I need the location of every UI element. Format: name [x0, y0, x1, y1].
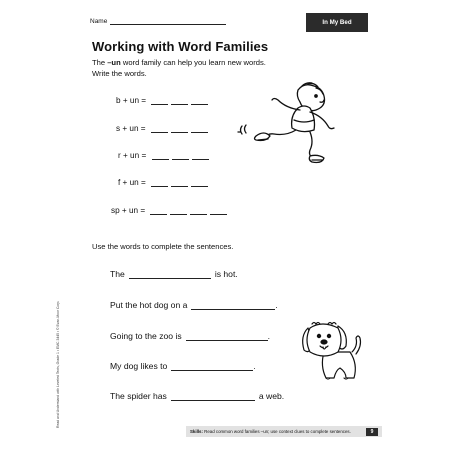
equation-expr: f + un = [118, 178, 149, 187]
equation-row [111, 206, 227, 215]
equation-row [116, 124, 208, 133]
name-field [90, 18, 226, 25]
name-label: Name [90, 18, 108, 25]
story-tab: In My Bed [306, 13, 368, 32]
word-family: –un [107, 58, 121, 67]
equation-expr: r + un = [118, 151, 149, 160]
answer-blank[interactable] [151, 125, 168, 133]
equation-row [116, 96, 208, 105]
answer-blank[interactable] [151, 179, 168, 187]
answer-blank[interactable] [191, 125, 208, 133]
answer-blank[interactable] [171, 179, 188, 187]
sidebar-copyright: Read and Understand with Leveled Texts, Grade 1 • EMC 3445 • © Evan-Moor Corp. [56, 300, 60, 428]
answer-blank[interactable] [210, 207, 227, 215]
sentence-blank[interactable] [171, 392, 255, 401]
sentence-row: Going to the zoo is . [110, 331, 271, 341]
sentence-row: Put the hot dog on a . [110, 300, 278, 310]
page-title: Working with Word Families [92, 39, 269, 54]
answer-blank[interactable] [150, 207, 167, 215]
skills-footer [186, 426, 382, 437]
answer-blank[interactable] [192, 152, 209, 160]
equation-expr: sp + un = [111, 206, 148, 215]
sentence-row: The is hot. [110, 269, 238, 279]
equation-row [118, 178, 208, 187]
answer-blank[interactable] [151, 97, 168, 105]
sentence-row: The spider has a web. [110, 391, 285, 401]
name-line [110, 18, 226, 25]
answer-blank[interactable] [191, 179, 208, 187]
running-child-illustration [236, 80, 346, 168]
answer-blank[interactable] [152, 152, 169, 160]
answer-blank[interactable] [190, 207, 207, 215]
skills-label: Skills: [190, 429, 203, 434]
answer-blank[interactable] [171, 125, 188, 133]
intro-line-2: Write the words. [92, 68, 147, 78]
answer-blank[interactable] [170, 207, 187, 215]
intro-text [92, 58, 266, 79]
answer-blank[interactable] [172, 152, 189, 160]
sentence-row: My dog likes to . [110, 361, 256, 371]
sentence-blank[interactable] [186, 332, 268, 341]
answer-blank[interactable] [191, 97, 208, 105]
sentence-blank[interactable] [129, 270, 211, 279]
sentence-blank[interactable] [191, 301, 275, 310]
dog-illustration [298, 318, 364, 384]
equation-expr: b + un = [116, 96, 149, 105]
page-number: 9 [366, 428, 378, 436]
equation-expr: s + un = [116, 124, 148, 133]
sentence-blank[interactable] [171, 362, 253, 371]
skills-text: Read common word families –un; use context clues to complete sentences. [202, 429, 351, 434]
equation-row [118, 151, 209, 160]
intro-line-1: The –un word family can help you learn new words. [92, 58, 266, 67]
answer-blank[interactable] [171, 97, 188, 105]
sentence-instructions: Use the words to complete the sentences. [92, 242, 234, 251]
